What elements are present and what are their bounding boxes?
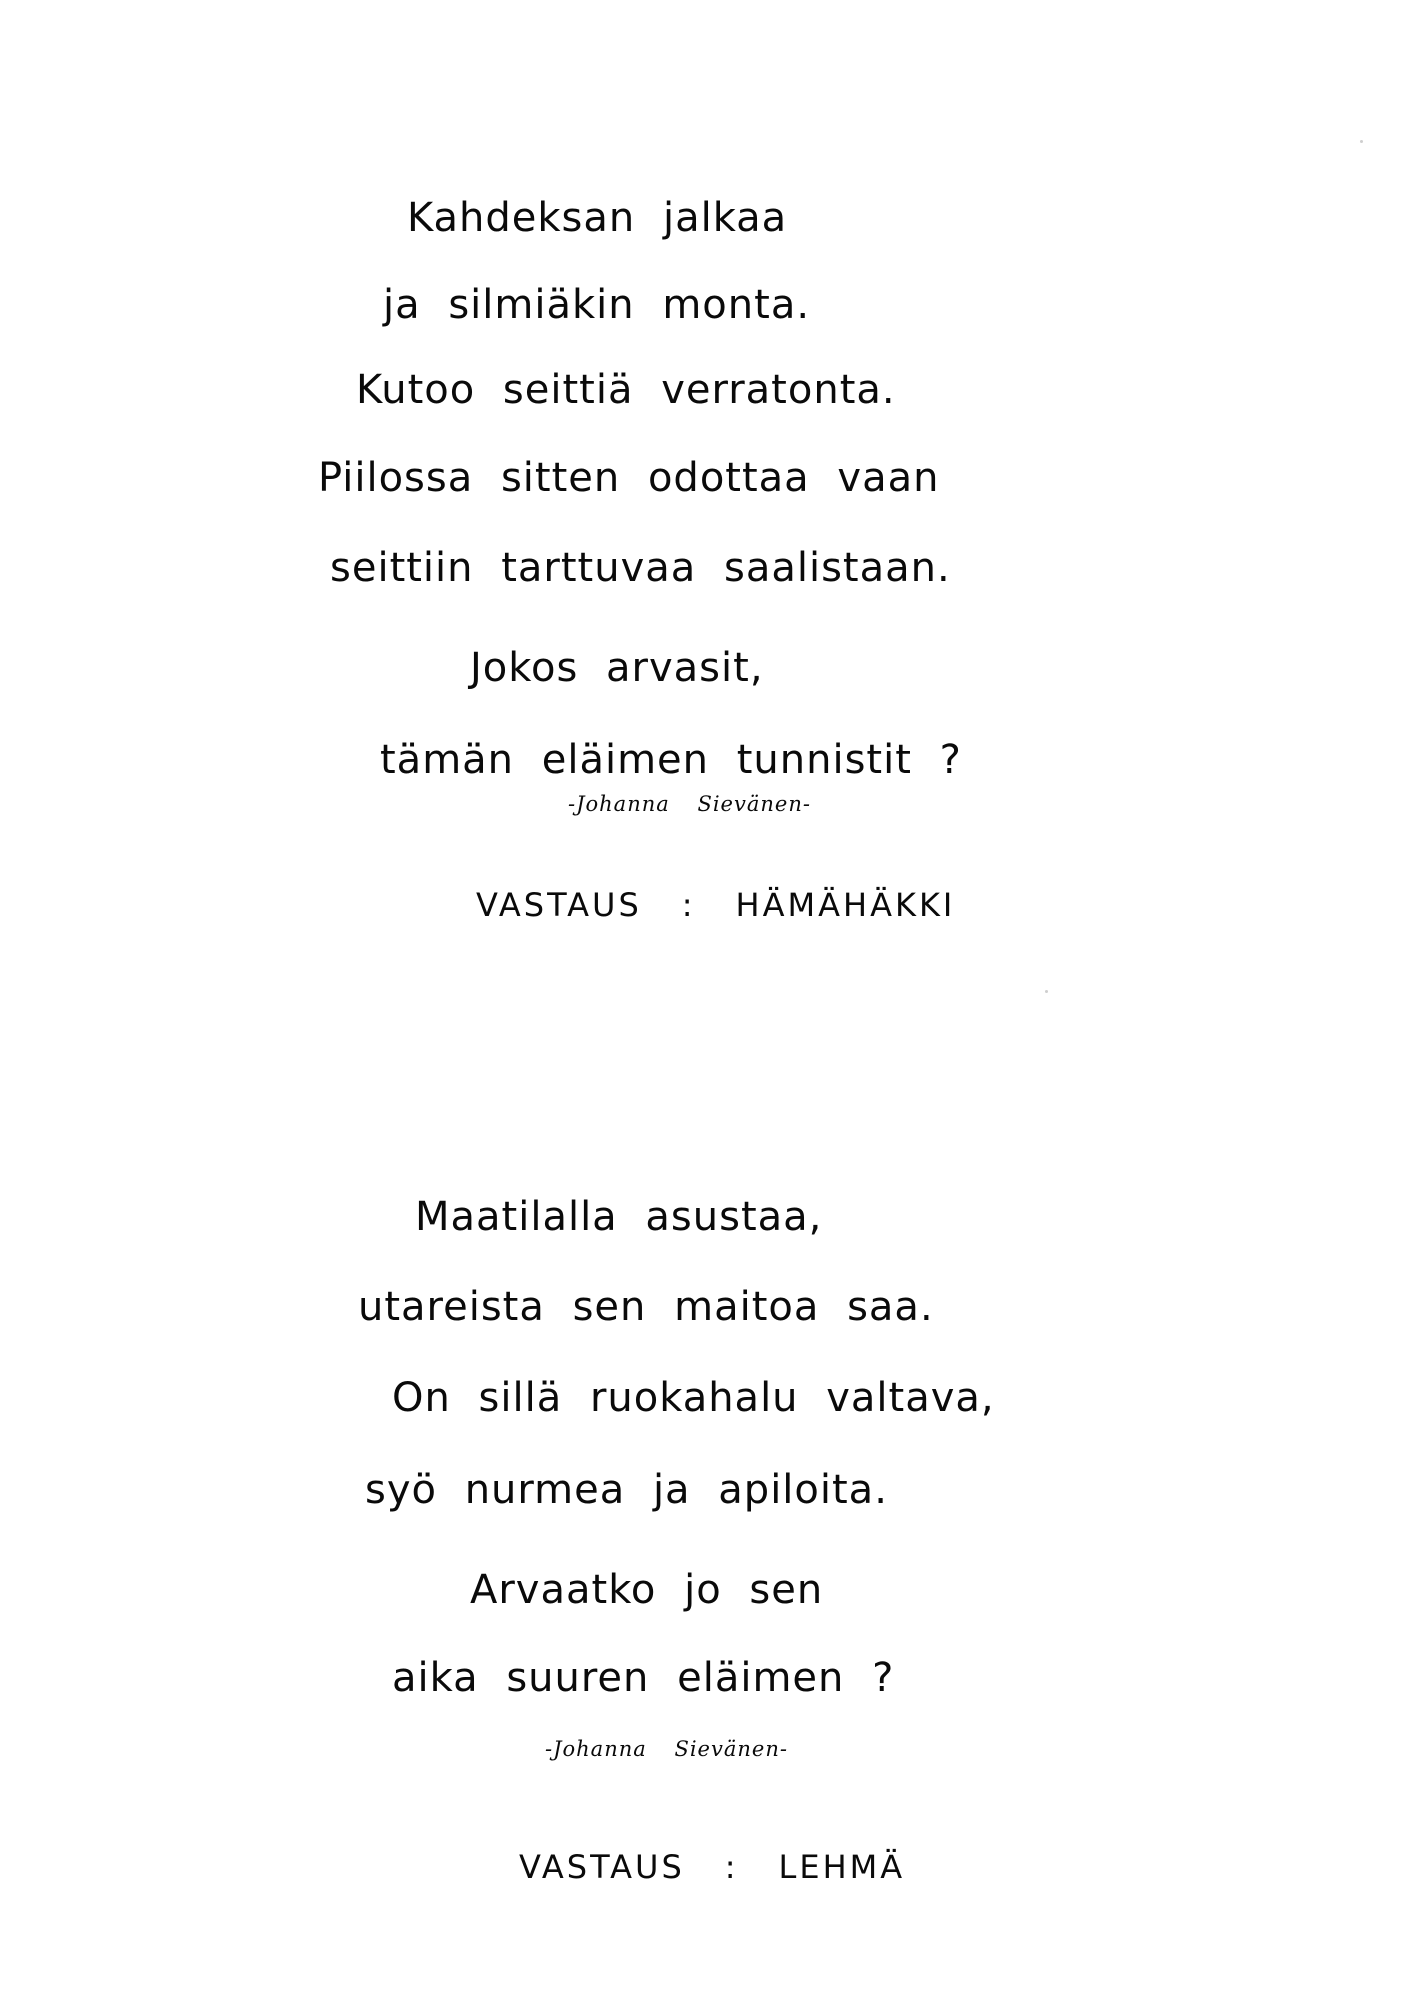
answer-row [397,848,955,962]
poem-line: Kutoo seittiä verratonta. [356,367,896,413]
answer-value: HÄMÄHÄKKI [735,886,956,924]
poem-line: Kahdeksan jalkaa [407,195,788,241]
poem-line: Arvaatko jo sen [470,1567,824,1613]
author-signature: -Johanna Sievänen- [545,1737,788,1761]
author-signature: -Johanna Sievänen- [568,792,811,816]
poem-line: Jokos arvasit, [470,645,764,691]
answer-separator: : [724,1848,739,1886]
answer-value: LEHMÄ [778,1848,906,1886]
poem-line: On sillä ruokahalu valtava, [392,1375,995,1421]
poem-line: tämän eläimen tunnistit ? [380,737,962,783]
poem-line: syö nurmea ja apiloita. [365,1467,888,1513]
poem-line: seittiin tarttuvaa saalistaan. [330,545,951,591]
scan-speck [1360,140,1363,143]
answer-label: VASTAUS [476,886,642,924]
scan-speck [1045,990,1048,993]
answer-label: VASTAUS [519,1848,685,1886]
poem-line: ja silmiäkin monta. [383,282,811,328]
poem-line: Maatilalla asustaa, [415,1194,823,1240]
poem-line: aika suuren eläimen ? [392,1655,895,1701]
poem-line: Piilossa sitten odottaa vaan [318,455,940,501]
answer-separator: : [681,886,696,924]
poem-line: utareista sen maitoa saa. [358,1284,934,1330]
answer-row [440,1810,905,1924]
